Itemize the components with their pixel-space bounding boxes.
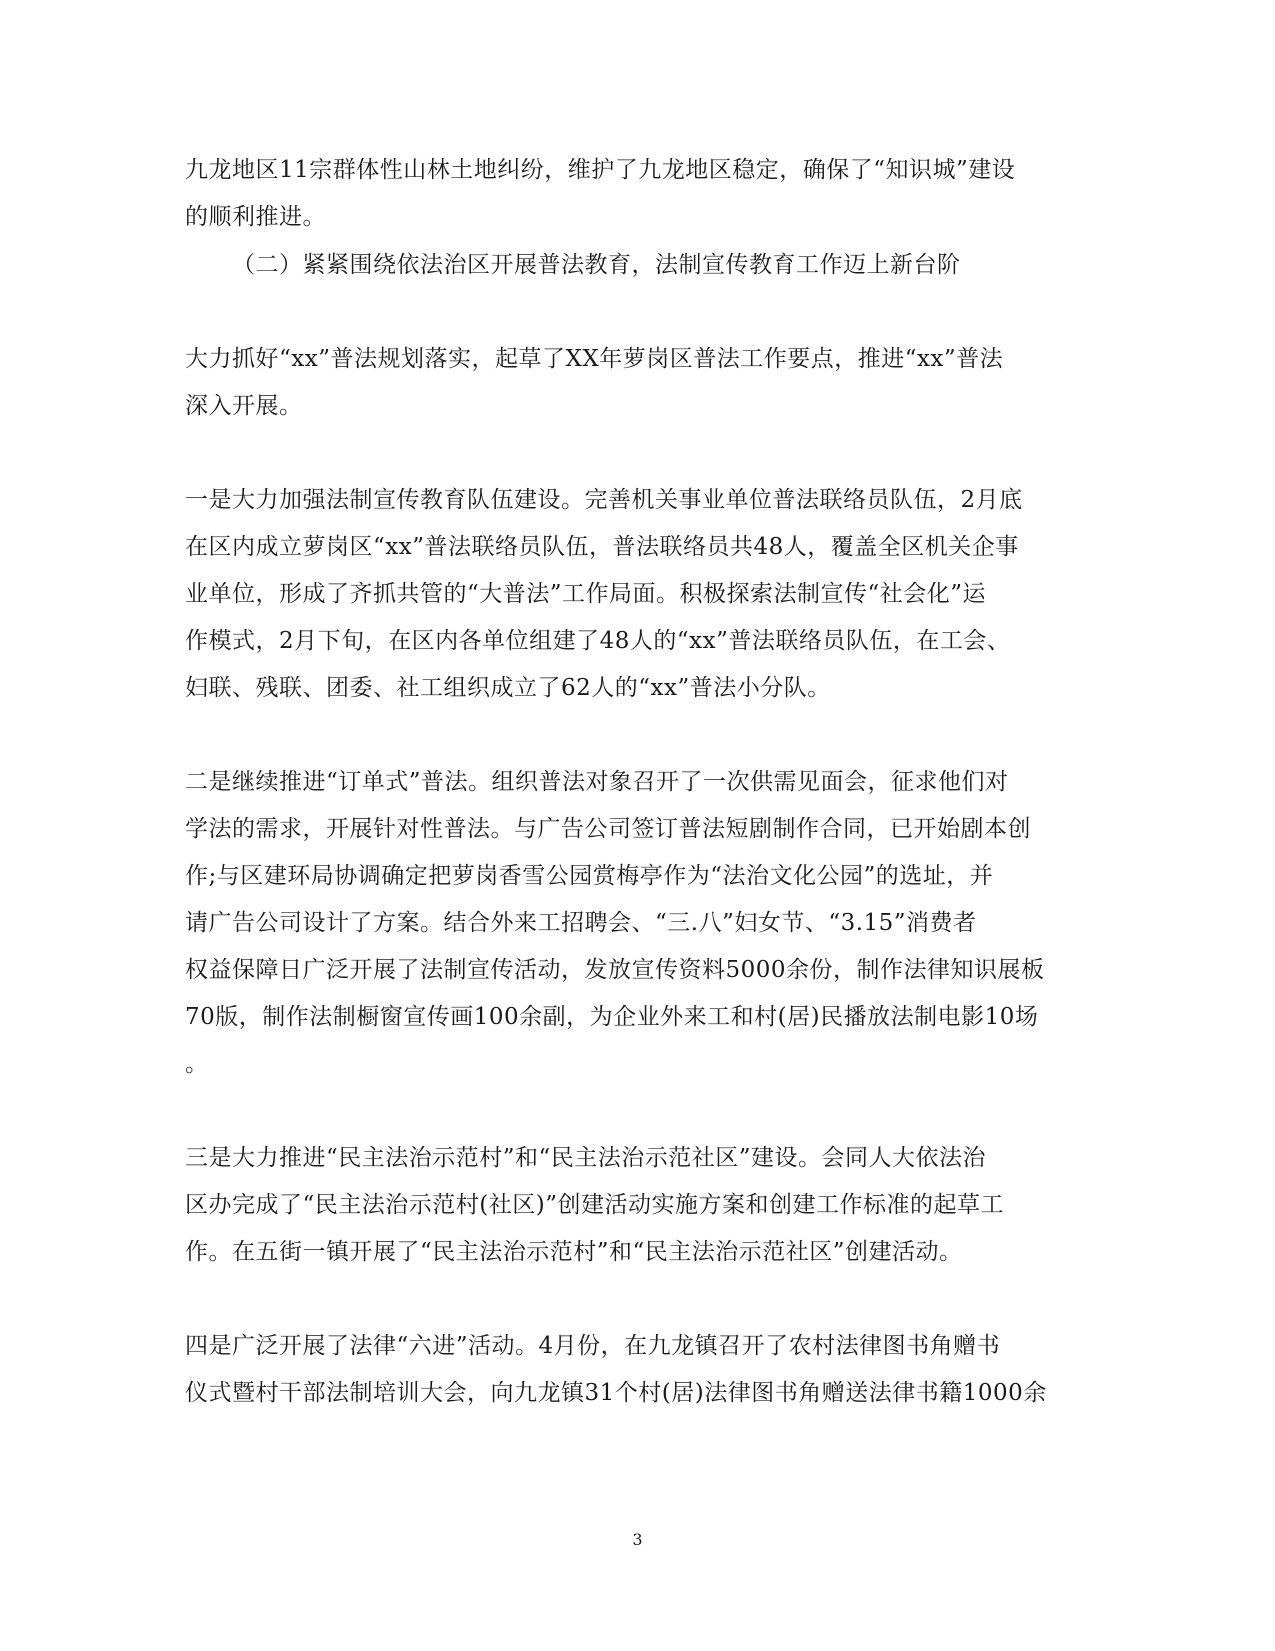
text-line: 。 bbox=[185, 1051, 209, 1077]
text-line: 妇联、残联、团委、社工组织成立了62人的“xx”普法小分队。 bbox=[185, 675, 831, 701]
text-line: 四是广泛开展了法律“六进”活动。4月份，在九龙镇召开了农村法律图书角赠书 bbox=[185, 1333, 1001, 1359]
text-line: 70版，制作法制橱窗宣传画100余副，为企业外来工和村(居)民播放法制电影10场 bbox=[185, 1004, 1039, 1030]
text-line: 三是大力推进“民主法治示范村”和“民主法治示范社区”建设。会同人大依法治 bbox=[185, 1145, 987, 1171]
text-line: 在区内成立萝岗区“xx”普法联络员队伍，普法联络员共48人，覆盖全区机关企事 bbox=[185, 534, 1019, 560]
page-number: 3 bbox=[632, 1530, 643, 1549]
text-line: 作;与区建环局协调确定把萝岗香雪公园赏梅亭作为“法治文化公园”的选址，并 bbox=[185, 863, 994, 889]
text-line: 业单位，形成了齐抓共管的“大普法”工作局面。积极探索法制宣传“社会化”运 bbox=[185, 581, 987, 607]
text-line: 请广告公司设计了方案。结合外来工招聘会、“三.八”妇女节、“3.15”消费者 bbox=[185, 910, 977, 936]
text-line: 作模式，2月下旬，在区内各单位组建了48人的“xx”普法联络员队伍，在工会、 bbox=[185, 628, 1011, 654]
text-line: 学法的需求，开展针对性普法。与广告公司签订普法短剧制作合同，已开始剧本创 bbox=[185, 816, 1031, 842]
text-line: 二是继续推进“订单式”普法。组织普法对象召开了一次供需见面会，征求他们对 bbox=[185, 769, 1009, 795]
text-line: 深入开展。 bbox=[185, 393, 303, 419]
text-line: 大力抓好“xx”普法规划落实，起草了XX年萝岗区普法工作要点，推进“xx”普法 bbox=[185, 346, 1004, 372]
section-heading: （二）紧紧围绕依法治区开展普法教育，法制宣传教育工作迈上新台阶 bbox=[232, 252, 961, 278]
text-line: 权益保障日广泛开展了法制宣传活动，发放宣传资料5000余份，制作法律知识展板 bbox=[185, 957, 1045, 983]
text-line: 仪式暨村干部法制培训大会，向九龙镇31个村(居)法律图书角赠送法律书籍1000余 bbox=[185, 1380, 1047, 1406]
text-line: 一是大力加强法制宣传教育队伍建设。完善机关事业单位普法联络员队伍，2月底 bbox=[185, 487, 1023, 513]
text-line: 作。在五街一镇开展了“民主法治示范村”和“民主法治示范社区”创建活动。 bbox=[185, 1239, 963, 1265]
text-line: 九龙地区11宗群体性山林土地纠纷，维护了九龙地区稳定，确保了“知识城”建设 bbox=[185, 157, 1016, 183]
text-line: 的顺利推进。 bbox=[185, 204, 326, 230]
text-line: 区办完成了“民主法治示范村(社区)”创建活动实施方案和创建工作标准的起草工 bbox=[185, 1192, 1004, 1218]
